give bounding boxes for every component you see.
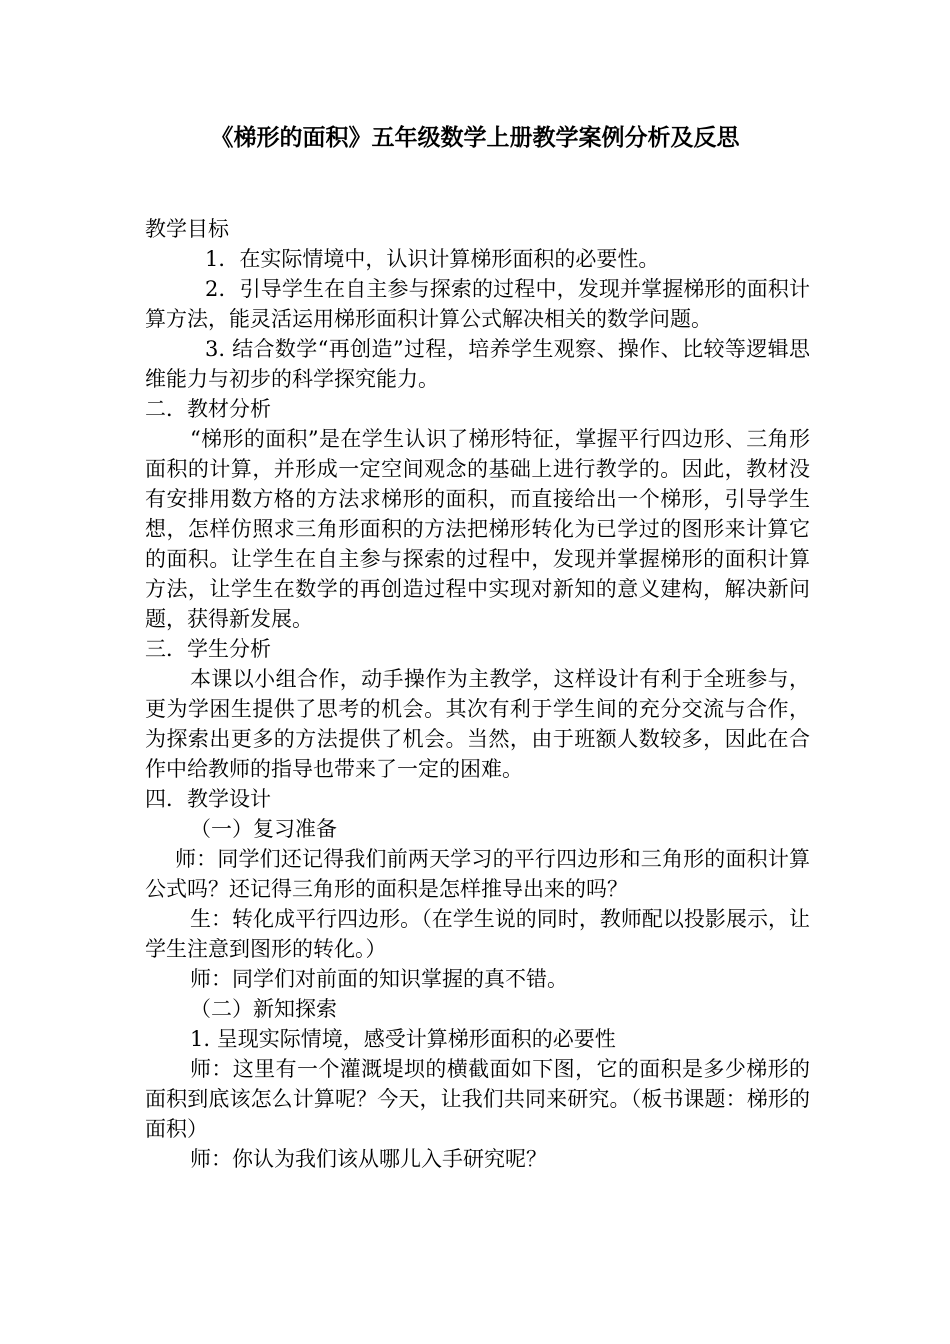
student-analysis-paragraph: 本课以小组合作，动手操作为主教学，这样设计有利于全班参与，更为学困生提供了思考的机会。其次有利于学生间的充分交流与合作，为探索出更多的方法提供了机会。当然，由于班额人数较多，因此在合作中给教师的指导也带来了一定的困难。	[145, 667, 810, 781]
step-1-heading: 1. 呈现实际情境，感受计算梯形面积的必要性	[190, 1027, 616, 1051]
document-title: 《梯形的面积》五年级数学上册教学案例分析及反思	[210, 124, 740, 151]
heading-textbook-analysis: 二．教材分析	[145, 397, 271, 421]
heading-teaching-goals: 教学目标	[145, 217, 229, 241]
textbook-analysis-paragraph: “梯形的面积”是在学生认识了梯形特征，掌握平行四边形、三角形面积的计算，并形成一定空间观念的基础上进行教学的。因此，教材没有安排用数方格的方法求梯形的面积，而直接给出一个梯形，引导学生想，怎样仿照求三角形面积的方法把梯形转化为已学过的图形来计算它的面积。让学生在自主参与探索的过程中，发现并掌握梯形的面积计算方法，让学生在数学的再创造过程中实现对新知的意义建构，解决新问题，获得新发展。	[145, 427, 810, 631]
heading-student-analysis: 三．学生分析	[145, 637, 271, 661]
goal-item-1: 1．在实际情境中，认识计算梯形面积的必要性。	[205, 247, 660, 271]
dialogue-teacher-2: 师：同学们对前面的知识掌握的真不错。	[190, 967, 568, 991]
subheading-review: （一）复习准备	[190, 817, 337, 841]
dialogue-teacher-4: 师：你认为我们该从哪儿入手研究呢？	[190, 1147, 547, 1171]
heading-teaching-design: 四．教学设计	[145, 787, 271, 811]
goal-item-3: 3. 结合数学“再创造”过程，培养学生观察、操作、比较等逻辑思维能力与初步的科学探究能力。	[145, 337, 810, 391]
document-body	[145, 214, 810, 1174]
dialogue-teacher-1: 师：同学们还记得我们前两天学习的平行四边形和三角形的面积计算公式吗？还记得三角形的面积是怎样推导出来的吗？	[145, 847, 810, 901]
dialogue-teacher-3: 师：这里有一个灌溉堤坝的横截面如下图，它的面积是多少梯形的面积到底该怎么计算呢？今天，让我们共同来研究。（板书课题：梯形的面积）	[145, 1057, 810, 1141]
subheading-new-knowledge: （二）新知探索	[190, 997, 337, 1021]
dialogue-student-1: 生：转化成平行四边形。（在学生说的同时，教师配以投影展示，让学生注意到图形的转化。）	[145, 907, 810, 961]
goal-item-2: 2．引导学生在自主参与探索的过程中，发现并掌握梯形的面积计算方法，能灵活运用梯形面积计算公式解决相关的数学问题。	[145, 277, 810, 331]
